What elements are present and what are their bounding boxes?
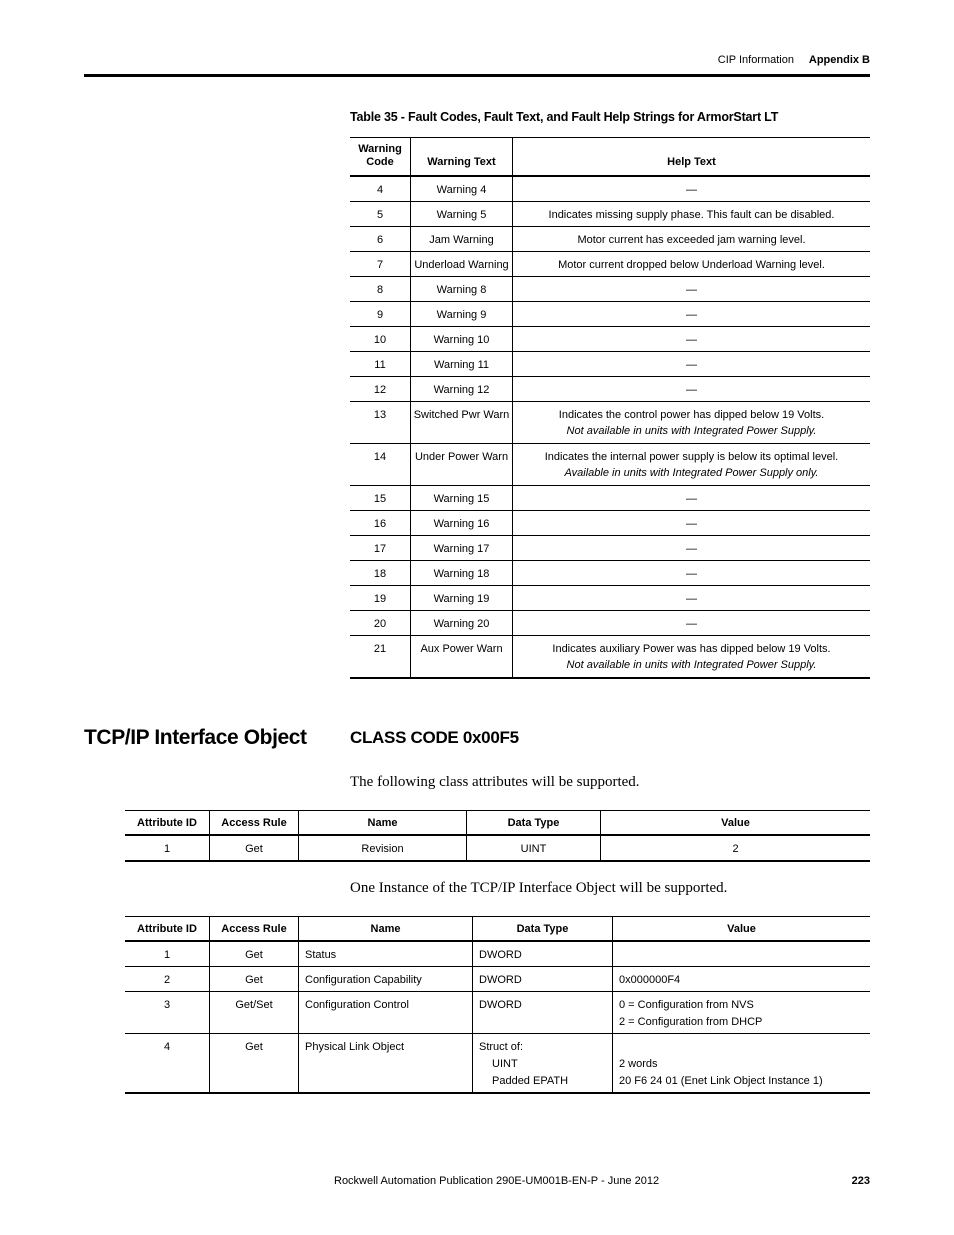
cell-warning-text: Warning 5 xyxy=(411,202,513,227)
class-attributes-intro: The following class attributes will be supported. xyxy=(350,774,640,790)
cell-value: 2 xyxy=(601,835,871,861)
cell-help-text xyxy=(513,511,871,536)
help-text-line: Indicates the internal power supply is below its optimal level. xyxy=(544,451,839,463)
cell-access-rule: Get xyxy=(210,835,299,861)
cell-help-text xyxy=(513,636,871,679)
cell-help-text xyxy=(513,586,871,611)
data-type-line: Struct of: xyxy=(479,1041,524,1053)
table-row xyxy=(350,277,870,302)
cell-data-type: UINT xyxy=(467,835,601,861)
help-text-line: — xyxy=(686,284,697,296)
data-type-line: Padded EPATH xyxy=(492,1075,569,1087)
data-type-line: DWORD xyxy=(479,949,522,961)
cell-data-type xyxy=(473,967,613,992)
cell-warning-text: Underload Warning xyxy=(411,252,513,277)
help-text-line: — xyxy=(686,593,697,605)
col-header-warning-text: Warning Text xyxy=(411,138,513,177)
section-title: TCP/IP Interface Object xyxy=(84,726,307,749)
help-text-line: — xyxy=(686,384,697,396)
cell-warning-code: 16 xyxy=(350,511,411,536)
page-header xyxy=(0,52,870,70)
cell-help-text xyxy=(513,227,871,252)
value-line: 0 = Configuration from NVS xyxy=(619,999,754,1011)
publication-info: Rockwell Automation Publication 290E-UM001B-EN-P - June 2012 xyxy=(334,1175,660,1187)
cell-data-type xyxy=(473,1034,613,1094)
col-header-data-type: Data Type xyxy=(473,917,613,942)
help-text-note: Not available in units with Integrated Power Supply. xyxy=(566,659,817,671)
col-header-name: Name xyxy=(299,917,473,942)
table-row xyxy=(350,377,870,402)
col-header-access-rule: Access Rule xyxy=(210,811,299,836)
cell-name: Configuration Control xyxy=(299,992,473,1034)
cell-warning-code: 18 xyxy=(350,561,411,586)
cell-warning-code: 6 xyxy=(350,227,411,252)
table-row xyxy=(350,444,870,486)
col-header-access-rule: Access Rule xyxy=(210,917,299,942)
help-text-line: — xyxy=(686,618,697,630)
help-text-line: Indicates the control power has dipped below 19 Volts. xyxy=(558,409,825,421)
cell-warning-code: 10 xyxy=(350,327,411,352)
fault-codes-table xyxy=(350,137,870,679)
cell-value xyxy=(613,967,871,992)
table-row xyxy=(350,486,870,511)
cell-warning-text: Warning 10 xyxy=(411,327,513,352)
cell-access-rule: Get/Set xyxy=(210,992,299,1034)
help-text-line: Motor current has exceeded jam warning level. xyxy=(577,234,806,246)
cell-help-text xyxy=(513,252,871,277)
help-text-line: — xyxy=(686,359,697,371)
help-text-line: Motor current dropped below Underload Warning level. xyxy=(558,259,825,271)
cell-help-text xyxy=(513,302,871,327)
value-line: 0x000000F4 xyxy=(619,974,681,986)
page-number: 223 xyxy=(851,1175,870,1187)
col-header-warning-code: Warning Code xyxy=(350,138,411,177)
cell-attribute-id: 1 xyxy=(125,941,210,967)
cell-help-text xyxy=(513,561,871,586)
cell-warning-code: 13 xyxy=(350,402,411,444)
help-text-line: — xyxy=(686,543,697,555)
cell-warning-text: Warning 16 xyxy=(411,511,513,536)
table-row xyxy=(350,252,870,277)
table-row xyxy=(350,352,870,377)
cell-name: Configuration Capability xyxy=(299,967,473,992)
cell-warning-text: Warning 20 xyxy=(411,611,513,636)
help-text-line: — xyxy=(686,334,697,346)
cell-help-text xyxy=(513,611,871,636)
cell-name: Physical Link Object xyxy=(299,1034,473,1094)
header-rule xyxy=(84,74,870,77)
cell-warning-code: 17 xyxy=(350,536,411,561)
table-row xyxy=(350,636,870,679)
table-row xyxy=(350,536,870,561)
cell-data-type xyxy=(473,992,613,1034)
cell-warning-code: 21 xyxy=(350,636,411,679)
cell-attribute-id: 2 xyxy=(125,967,210,992)
cell-warning-code: 4 xyxy=(350,176,411,202)
instance-attributes-table xyxy=(125,916,870,1094)
data-type-line: UINT xyxy=(492,1058,518,1070)
cell-access-rule: Get xyxy=(210,967,299,992)
table-row xyxy=(125,941,870,967)
value-line: 2 words xyxy=(619,1058,658,1070)
col-header-data-type: Data Type xyxy=(467,811,601,836)
help-text-line: Indicates missing supply phase. This fault can be disabled. xyxy=(548,209,835,221)
table-row xyxy=(350,227,870,252)
table-caption: Table 35 - Fault Codes, Fault Text, and Fault Help Strings for ArmorStart LT xyxy=(350,110,779,124)
value-line xyxy=(619,1039,870,1056)
class-attributes-table xyxy=(125,810,870,862)
cell-warning-text: Warning 18 xyxy=(411,561,513,586)
cell-warning-code: 8 xyxy=(350,277,411,302)
help-text-line: — xyxy=(686,493,697,505)
cell-warning-text: Warning 12 xyxy=(411,377,513,402)
cell-warning-code: 7 xyxy=(350,252,411,277)
data-type-line: DWORD xyxy=(479,974,522,986)
table-row xyxy=(350,611,870,636)
cell-warning-text: Warning 9 xyxy=(411,302,513,327)
table-row xyxy=(350,302,870,327)
cell-help-text xyxy=(513,176,871,202)
table-row xyxy=(350,586,870,611)
cell-warning-text: Switched Pwr Warn xyxy=(411,402,513,444)
help-text-line: — xyxy=(686,184,697,196)
col-header-attribute-id: Attribute ID xyxy=(125,917,210,942)
help-text-note: Not available in units with Integrated Power Supply. xyxy=(566,425,817,437)
cell-access-rule: Get xyxy=(210,1034,299,1094)
cell-help-text xyxy=(513,352,871,377)
table-row xyxy=(350,202,870,227)
table-row xyxy=(125,835,870,861)
header-section: CIP Information xyxy=(717,54,794,66)
cell-help-text xyxy=(513,444,871,486)
cell-warning-text: Warning 15 xyxy=(411,486,513,511)
cell-help-text xyxy=(513,202,871,227)
cell-warning-code: 19 xyxy=(350,586,411,611)
cell-name: Status xyxy=(299,941,473,967)
col-header-value: Value xyxy=(613,917,871,942)
cell-warning-code: 11 xyxy=(350,352,411,377)
cell-value xyxy=(613,941,871,967)
value-line: 2 = Configuration from DHCP xyxy=(619,1016,763,1028)
help-text-line: Indicates auxiliary Power was has dipped below 19 Volts. xyxy=(552,643,831,655)
value-line: 20 F6 24 01 (Enet Link Object Instance 1) xyxy=(619,1075,823,1087)
cell-help-text xyxy=(513,402,871,444)
cell-help-text xyxy=(513,377,871,402)
cell-data-type xyxy=(473,941,613,967)
cell-value xyxy=(613,1034,871,1094)
help-text-line: — xyxy=(686,568,697,580)
cell-help-text xyxy=(513,327,871,352)
cell-attribute-id: 1 xyxy=(125,835,210,861)
instance-intro: One Instance of the TCP/IP Interface Object will be supported. xyxy=(350,880,728,896)
class-code-title: CLASS CODE 0x00F5 xyxy=(350,728,519,747)
table-row xyxy=(350,402,870,444)
cell-attribute-id: 4 xyxy=(125,1034,210,1094)
cell-warning-text: Under Power Warn xyxy=(411,444,513,486)
cell-name: Revision xyxy=(299,835,467,861)
table-row xyxy=(350,561,870,586)
col-header-name: Name xyxy=(299,811,467,836)
cell-warning-text: Warning 11 xyxy=(411,352,513,377)
cell-help-text xyxy=(513,486,871,511)
help-text-line: — xyxy=(686,309,697,321)
cell-help-text xyxy=(513,536,871,561)
cell-access-rule: Get xyxy=(210,941,299,967)
cell-warning-code: 14 xyxy=(350,444,411,486)
table-row xyxy=(125,967,870,992)
cell-warning-text: Warning 8 xyxy=(411,277,513,302)
cell-value xyxy=(613,992,871,1034)
table-row xyxy=(350,176,870,202)
table-row xyxy=(125,992,870,1034)
cell-warning-code: 15 xyxy=(350,486,411,511)
help-text-line: — xyxy=(686,518,697,530)
col-header-help-text: Help Text xyxy=(513,138,871,177)
cell-help-text xyxy=(513,277,871,302)
help-text-note: Available in units with Integrated Power Supply only. xyxy=(564,467,819,479)
table-row xyxy=(350,327,870,352)
cell-warning-text: Aux Power Warn xyxy=(411,636,513,679)
col-header-attribute-id: Attribute ID xyxy=(125,811,210,836)
cell-warning-text: Warning 4 xyxy=(411,176,513,202)
cell-attribute-id: 3 xyxy=(125,992,210,1034)
cell-warning-text: Warning 19 xyxy=(411,586,513,611)
header-appendix: Appendix B xyxy=(808,54,870,66)
cell-warning-code: 20 xyxy=(350,611,411,636)
data-type-line: DWORD xyxy=(479,999,522,1011)
cell-warning-text: Warning 17 xyxy=(411,536,513,561)
table-row xyxy=(350,511,870,536)
table-row xyxy=(125,1034,870,1094)
cell-warning-code: 12 xyxy=(350,377,411,402)
cell-warning-code: 5 xyxy=(350,202,411,227)
cell-warning-text: Jam Warning xyxy=(411,227,513,252)
cell-warning-code: 9 xyxy=(350,302,411,327)
col-header-value: Value xyxy=(601,811,871,836)
